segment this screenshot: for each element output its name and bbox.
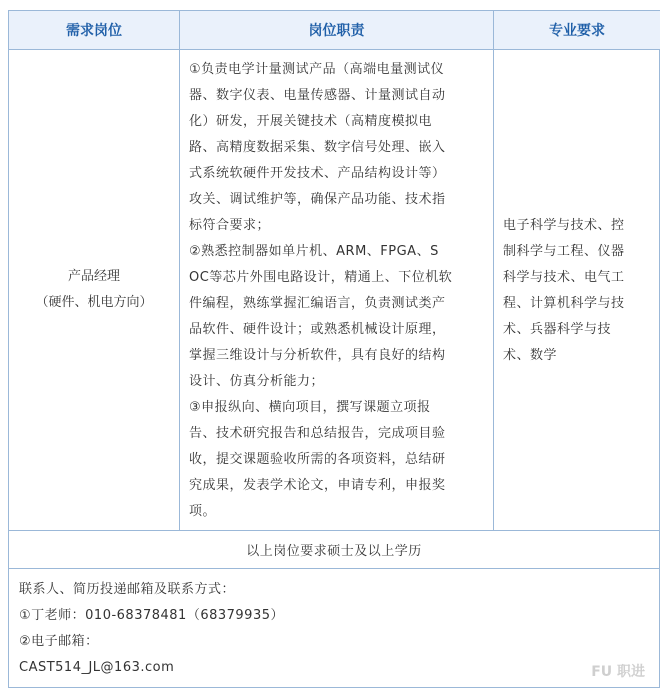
duties-line: 收，提交课题验收所需的各项资料，总结研 (189, 452, 446, 467)
position-title: 产品经理 (67, 269, 120, 284)
contact-line: 联系人、简历投递邮箱及联系方式： (19, 582, 236, 597)
duties-line: 项。 (189, 504, 217, 519)
col-divider-2 (493, 11, 494, 530)
duties-line: 化）研发，开展关键技术（高精度模拟电 (189, 114, 433, 129)
duties-line: 品软件、硬件设计；或熟悉机械设计原理， (189, 322, 446, 337)
watermark-logo: FU 职进 (591, 664, 645, 680)
contact-block (19, 577, 639, 681)
major-line: 术、数学 (503, 348, 558, 363)
duties-line: 究成果，发表学术论文，申请专利，申报奖 (189, 478, 446, 493)
duties-line: 标符合要求； (189, 218, 271, 233)
header-duties: 岗位职责 (180, 11, 493, 49)
note-divider (9, 568, 659, 569)
duties-cell (189, 57, 489, 525)
duties-line: 件编程，熟练掌握汇编语言，负责测试类产 (189, 296, 446, 311)
recruitment-table (8, 10, 660, 688)
major-line: 程、计算机科学与技 (503, 296, 625, 311)
header-position: 需求岗位 (9, 11, 179, 49)
requirement-note: 以上岗位要求硕士及以上学历 (246, 544, 422, 559)
duties-line: ③申报纵向、横向项目，撰写课题立项报 (189, 400, 431, 415)
col-divider-1 (179, 11, 180, 530)
duties-line: 式系统软硬件开发技术、产品结构设计等） (189, 166, 446, 181)
duties-line: ①负责电学计量测试产品（高端电量测试仪 (189, 62, 445, 77)
major-line: 电子科学与技术、控 (503, 218, 625, 233)
duties-line: 告、技术研究报告和总结报告，完成项目验 (189, 426, 446, 441)
duties-line: 攻关、调试维护等，确保产品功能、技术指 (189, 192, 446, 207)
contact-line: ②电子邮箱： (19, 634, 99, 649)
duties-line: 器、数字仪表、电量传感器、计量测试自动 (189, 88, 446, 103)
duties-line: OC等芯片外围电路设计，精通上、下位机软 (189, 270, 453, 285)
major-cell (503, 213, 661, 369)
major-line: 术、兵器科学与技 (503, 322, 612, 337)
contact-line: ①丁老师：010-68378481（68379935） (19, 608, 284, 623)
duties-line: ②熟悉控制器如单片机、ARM、FPGA、S (189, 244, 439, 259)
position-cell (9, 50, 179, 530)
position-direction: （硬件、机电方向） (35, 295, 153, 310)
duties-line: 路、高精度数据采集、数字信号处理、嵌入 (189, 140, 446, 155)
major-line: 科学与技术、电气工 (503, 270, 625, 285)
header-major: 专业要求 (494, 11, 660, 49)
duties-line: 掌握三维设计与分析软件，具有良好的结构 (189, 348, 446, 363)
duties-line: 设计、仿真分析能力； (189, 374, 325, 389)
contact-line: CAST514_JL@163.com (19, 660, 175, 675)
major-line: 制科学与工程、仪器 (503, 244, 625, 259)
